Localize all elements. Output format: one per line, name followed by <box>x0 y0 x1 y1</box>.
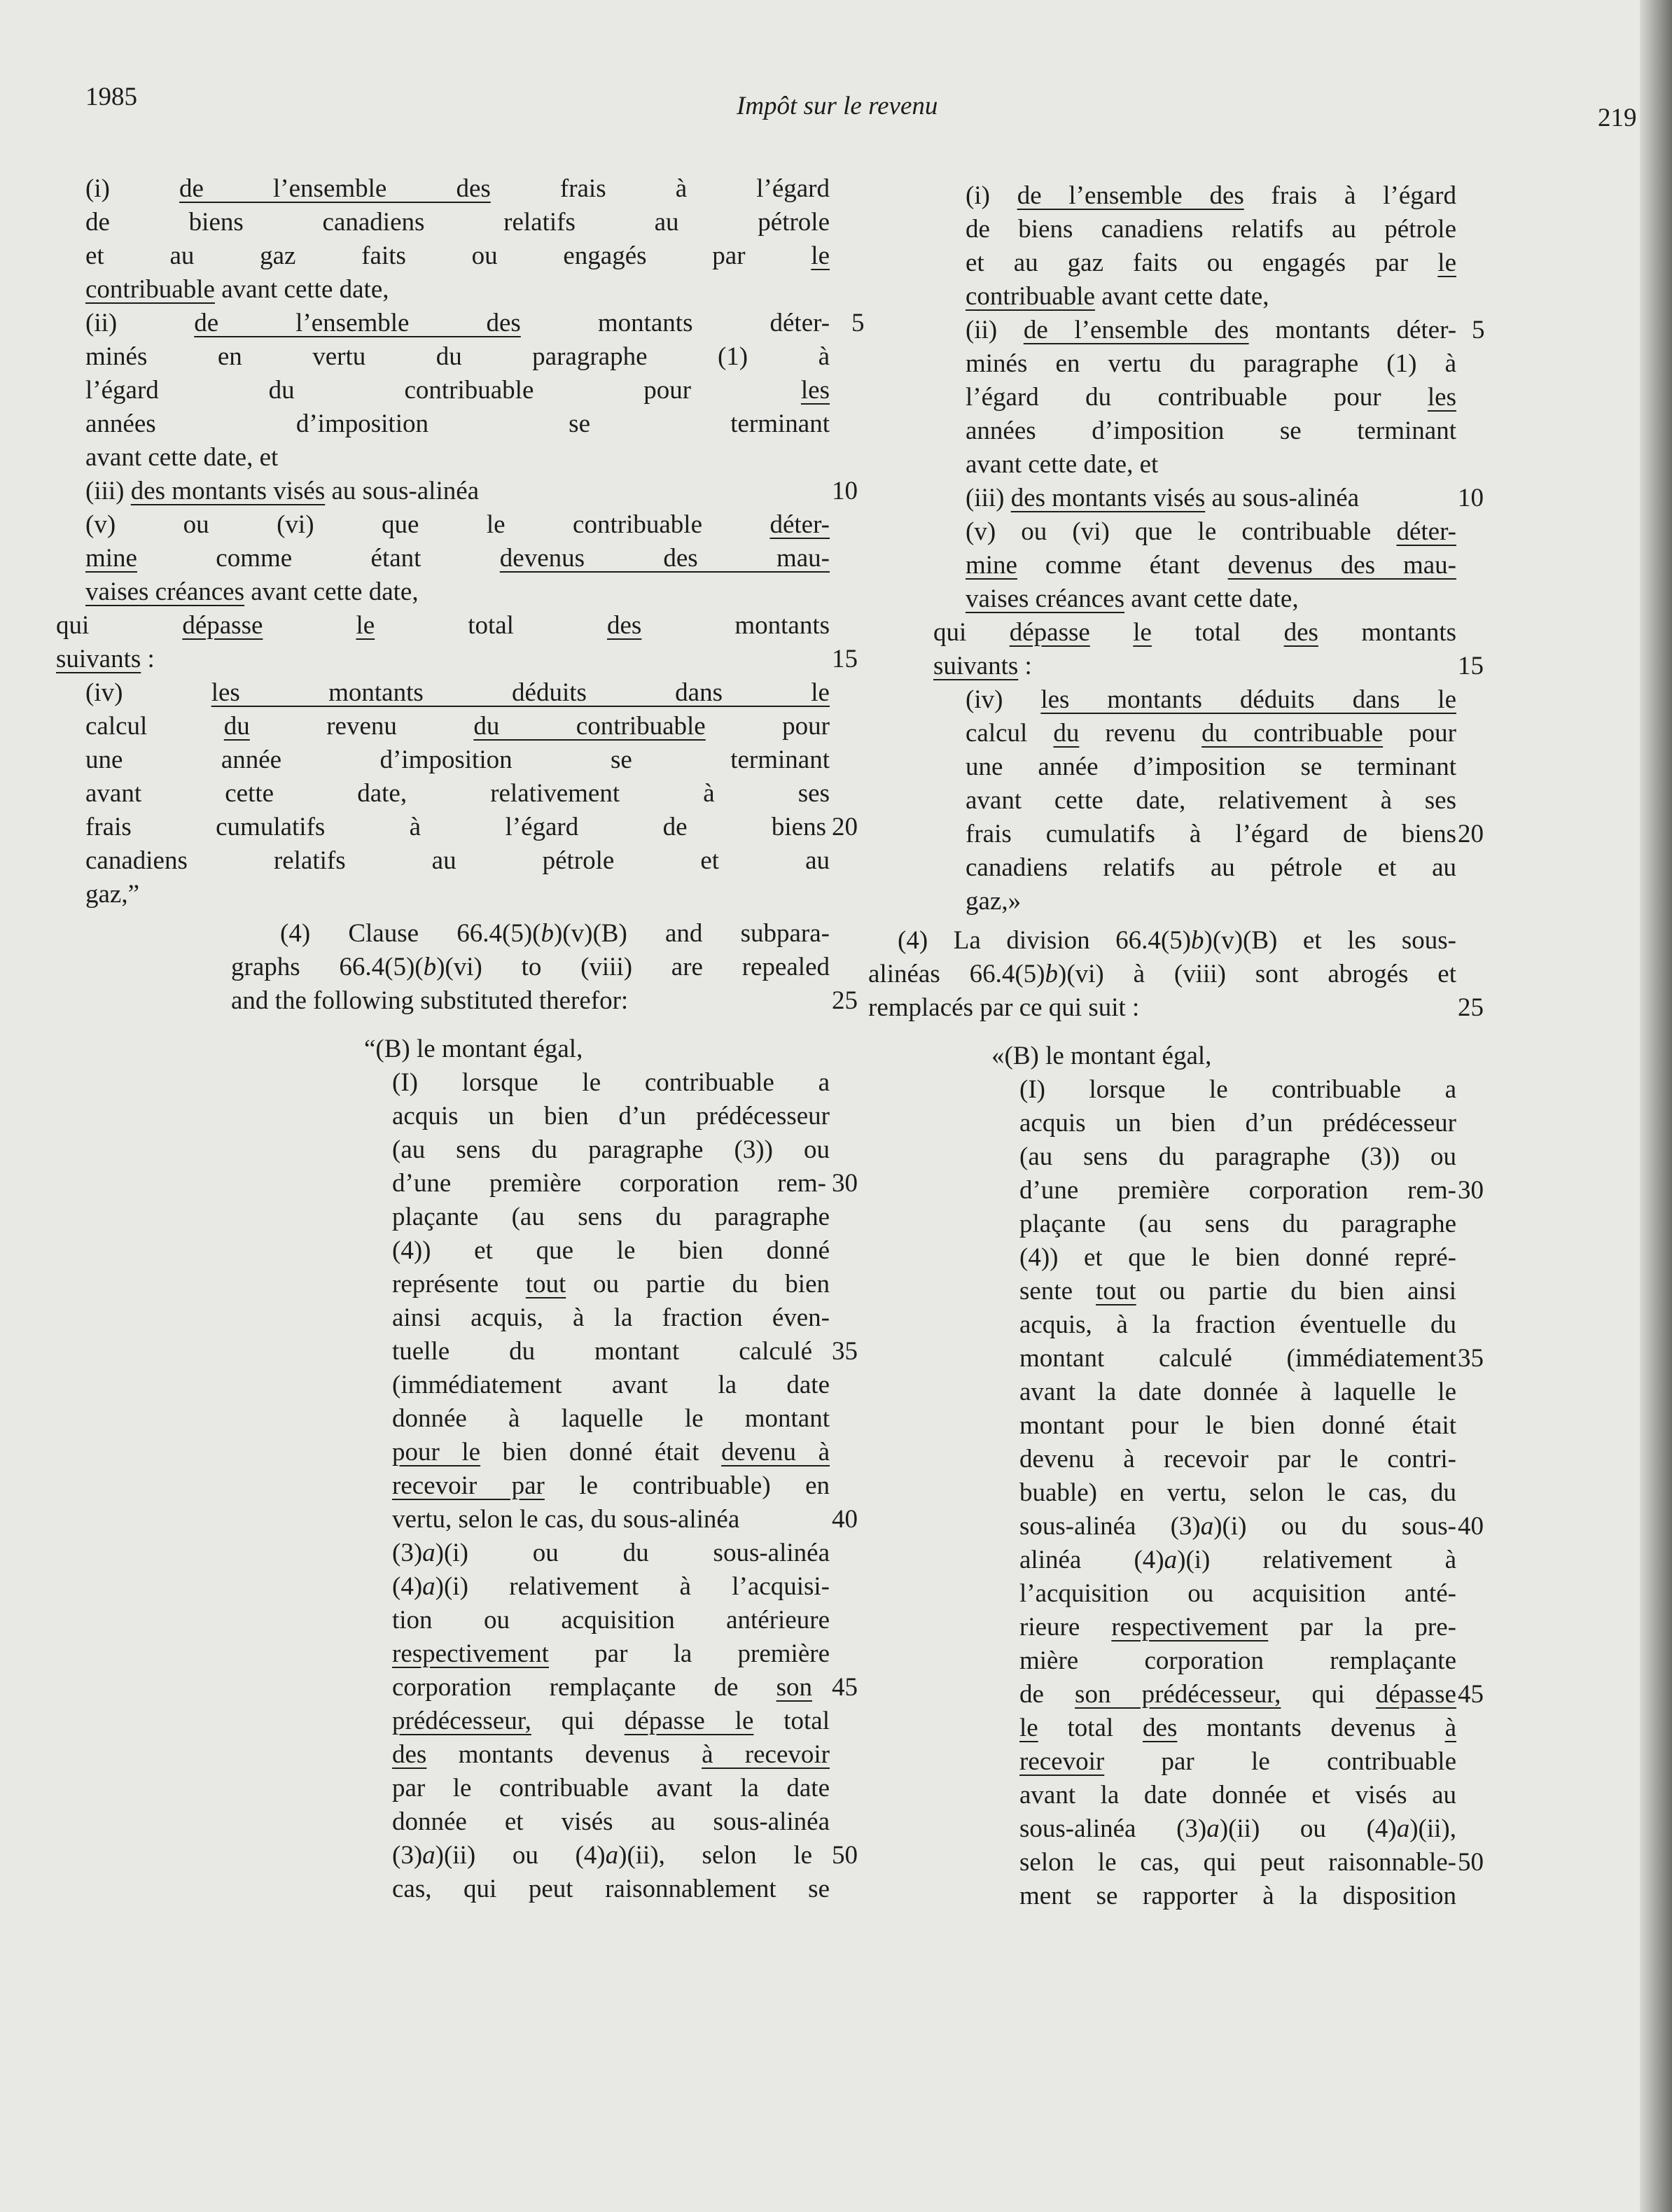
right-column-line: avant la date donnée à laquelle le <box>1019 1378 1456 1406</box>
right-column-line: et au gaz faits ou engagés par le <box>966 248 1456 277</box>
right-column-line: gaz,» <box>966 887 1022 916</box>
right-column-line: montant pour le bien donné était <box>1019 1411 1456 1440</box>
right-column-line: devenu à recevoir par le contri- <box>1019 1445 1456 1474</box>
right-column-line: alinéa (4)a)(i) relativement à <box>1019 1546 1456 1574</box>
right-column-line: minés en vertu du paragraphe (1) à <box>966 349 1456 378</box>
right-column-line: «(B) le montant égal, <box>991 1042 1212 1070</box>
right-column-line: canadiens relatifs au pétrole et au <box>966 853 1456 882</box>
right-column-line: (v) ou (vi) que le contribuable déter- <box>966 517 1456 546</box>
left-column-line: contribuable avant cette date, <box>85 275 389 304</box>
left-column-line: (iv) les montants déduits dans le <box>85 678 830 707</box>
right-column-line: de son prédécesseur, qui dépasse <box>1019 1680 1456 1709</box>
right-column-line: (ii) de l’ensemble des montants déter- <box>966 316 1457 344</box>
left-column-line: respectivement par la première <box>392 1639 830 1668</box>
left-column-line: (i) de l’ensemble des frais à l’égard <box>85 174 830 203</box>
left-column-line: corporation remplaçante de son <box>392 1673 812 1702</box>
right-column-line: rieure respectivement par la pre- <box>1019 1613 1456 1642</box>
left-column-line: vertu, selon le cas, du sous-alinéa <box>392 1505 740 1534</box>
left-column-line: tuelle du montant calculé <box>392 1337 812 1366</box>
left-column-line: graphs 66.4(5)(b)(vi) to (viii) are repealed <box>231 953 830 981</box>
right-column-line: contribuable avant cette date, <box>966 282 1269 311</box>
left-line-number: 45 <box>832 1673 858 1702</box>
left-line-number: 25 <box>832 986 858 1015</box>
right-column-line: (I) lorsque le contribuable a <box>1019 1075 1456 1104</box>
left-line-number: 5 <box>851 309 865 337</box>
left-line-number: 30 <box>832 1169 858 1198</box>
right-line-number: 20 <box>1458 820 1484 848</box>
left-column-line: donnée à laquelle le montant <box>392 1404 830 1433</box>
right-column-line: vaises créances avant cette date, <box>966 584 1299 613</box>
right-column-line: (i) de l’ensemble des frais à l’égard <box>966 181 1456 210</box>
left-column-line: des montants devenus à recevoir <box>392 1740 830 1769</box>
left-column-line: prédécesseur, qui dépasse le total <box>392 1707 830 1735</box>
left-column-line: une année d’imposition se terminant <box>85 746 830 774</box>
left-column-line: (immédiatement avant la date <box>392 1371 830 1399</box>
right-column-line: acquis un bien d’un prédécesseur <box>1019 1109 1456 1138</box>
left-line-number: 50 <box>832 1841 858 1870</box>
left-line-number: 10 <box>832 477 858 505</box>
right-column-line: sente tout ou partie du bien ainsi <box>1019 1277 1456 1306</box>
right-column-line: (4)) et que le bien donné repré- <box>1019 1243 1456 1272</box>
right-column-line: avant cette date, et <box>966 450 1159 479</box>
right-line-number: 15 <box>1458 652 1484 680</box>
left-column-line: (au sens du paragraphe (3)) ou <box>392 1135 830 1164</box>
right-column-line: avant cette date, relativement à ses <box>966 786 1456 815</box>
left-column-line: avant cette date, et <box>85 443 279 472</box>
right-column-line: sous-alinéa (3)a)(ii) ou (4)a)(ii), <box>1019 1814 1456 1843</box>
left-column-line: canadiens relatifs au pétrole et au <box>85 846 830 875</box>
left-column-line: (iii) des montants visés au sous-alinéa <box>85 477 480 505</box>
right-column-line: frais cumulatifs à l’égard de biens <box>966 820 1456 848</box>
left-column-line: (4) Clause 66.4(5)(b)(v)(B) and subpara- <box>280 919 830 948</box>
left-column-line: mine comme étant devenus des mau- <box>85 544 830 573</box>
left-line-number: 20 <box>832 813 858 841</box>
right-column-line: qui dépasse le total des montants <box>933 618 1457 647</box>
left-column-line: calcul du revenu du contribuable pour <box>85 712 830 741</box>
right-column-line: recevoir par le contribuable <box>1019 1747 1456 1776</box>
left-column-line: acquis un bien d’un prédécesseur <box>392 1102 830 1130</box>
right-line-number: 25 <box>1458 993 1484 1022</box>
left-column-line: (v) ou (vi) que le contribuable déter- <box>85 510 830 539</box>
right-column-line: remplacés par ce qui suit : <box>868 993 1140 1022</box>
left-line-number: 15 <box>832 645 858 673</box>
left-column-line: d’une première corporation rem- <box>392 1169 826 1198</box>
left-column-line: “(B) le montant égal, <box>364 1035 583 1063</box>
right-column-line: acquis, à la fraction éventuelle du <box>1019 1310 1456 1339</box>
left-column-line: frais cumulatifs à l’égard de biens <box>85 813 826 841</box>
right-column-line: (iii) des montants visés au sous-alinéa <box>966 484 1360 512</box>
right-column-line: sous-alinéa (3)a)(i) ou du sous- <box>1019 1512 1456 1541</box>
right-column-line: buable) en vertu, selon le cas, du <box>1019 1478 1456 1507</box>
right-column-line: une année d’imposition se terminant <box>966 752 1456 781</box>
page-edge-shadow <box>1640 0 1672 2212</box>
right-column-line: l’égard du contribuable pour les <box>966 383 1456 412</box>
right-column-line: alinéas 66.4(5)b)(vi) à (viii) sont abrogés et <box>868 960 1456 988</box>
right-line-number: 10 <box>1458 484 1484 512</box>
right-line-number: 45 <box>1458 1680 1484 1709</box>
left-column-line: et au gaz faits ou engagés par le <box>85 241 830 270</box>
right-line-number: 30 <box>1458 1176 1484 1205</box>
left-column-line: qui dépasse le total des montants <box>56 611 830 640</box>
left-line-number: 40 <box>832 1505 858 1534</box>
header-year: 1985 <box>85 83 137 111</box>
right-column-line: de biens canadiens relatifs au pétrole <box>966 215 1456 244</box>
right-column-line: (iv) les montants déduits dans le <box>966 685 1456 714</box>
right-column-line: années d’imposition se terminant <box>966 416 1456 445</box>
left-column-line: vaises créances avant cette date, <box>85 578 419 606</box>
left-column-line: avant cette date, relativement à ses <box>85 779 830 808</box>
left-column-line: (ii) de l’ensemble des montants déter- <box>85 309 830 337</box>
right-column-line: calcul du revenu du contribuable pour <box>966 719 1456 748</box>
right-line-number: 5 <box>1472 316 1485 344</box>
left-column-line: de biens canadiens relatifs au pétrole <box>85 208 830 237</box>
left-column-line: (I) lorsque le contribuable a <box>392 1068 830 1097</box>
left-column-line: ainsi acquis, à la fraction éven- <box>392 1303 830 1332</box>
right-column-line: selon le cas, qui peut raisonnable- <box>1019 1848 1456 1877</box>
right-column-line: mine comme étant devenus des mau- <box>966 551 1456 580</box>
left-line-number: 35 <box>832 1337 858 1366</box>
right-column-line: d’une première corporation rem- <box>1019 1176 1456 1205</box>
right-line-number: 50 <box>1458 1848 1484 1877</box>
left-column-line: (4)) et que le bien donné <box>392 1236 830 1265</box>
left-column-line: cas, qui peut raisonnablement se <box>392 1875 830 1903</box>
left-column-line: (3)a)(ii) ou (4)a)(ii), selon le <box>392 1841 812 1870</box>
right-column-line: suivants : <box>933 652 1032 680</box>
right-column-line: plaçante (au sens du paragraphe <box>1019 1210 1456 1238</box>
left-column-line: années d’imposition se terminant <box>85 410 830 438</box>
left-column-line: (3)a)(i) ou du sous-alinéa <box>392 1539 830 1567</box>
right-column-line: (au sens du paragraphe (3)) ou <box>1019 1142 1456 1171</box>
left-column-line: par le contribuable avant la date <box>392 1774 830 1802</box>
right-column-line: le total des montants devenus à <box>1019 1714 1457 1742</box>
left-column-line: (4)a)(i) relativement à l’acquisi- <box>392 1572 830 1601</box>
left-column-line: tion ou acquisition antérieure <box>392 1606 830 1634</box>
left-column-line: plaçante (au sens du paragraphe <box>392 1203 830 1231</box>
right-column-line: (4) La division 66.4(5)b)(v)(B) et les sous- <box>898 926 1456 955</box>
header-title: Impôt sur le revenu <box>737 92 938 120</box>
left-column-line: gaz,” <box>85 880 140 909</box>
left-column-line: and the following substituted therefor: <box>231 986 629 1015</box>
left-column-line: l’égard du contribuable pour les <box>85 376 830 405</box>
right-line-number: 40 <box>1458 1512 1484 1541</box>
right-column-line: l’acquisition ou acquisition anté- <box>1019 1579 1456 1608</box>
right-column-line: montant calculé (immédiatement <box>1019 1344 1456 1373</box>
header-page-number: 219 <box>1598 104 1637 132</box>
right-line-number: 35 <box>1458 1344 1484 1373</box>
right-column-line: ment se rapporter à la disposition <box>1019 1882 1456 1910</box>
left-column-line: représente tout ou partie du bien <box>392 1270 830 1298</box>
left-column-line: donnée et visés au sous-alinéa <box>392 1807 830 1836</box>
right-column-line: avant la date donnée et visés au <box>1019 1781 1456 1809</box>
left-column-line: pour le bien donné était devenu à <box>392 1438 830 1466</box>
left-column-line: minés en vertu du paragraphe (1) à <box>85 342 830 371</box>
left-column-line: suivants : <box>56 645 155 673</box>
left-column-line: recevoir par le contribuable) en <box>392 1471 830 1500</box>
right-column-line: mière corporation remplaçante <box>1019 1646 1456 1675</box>
